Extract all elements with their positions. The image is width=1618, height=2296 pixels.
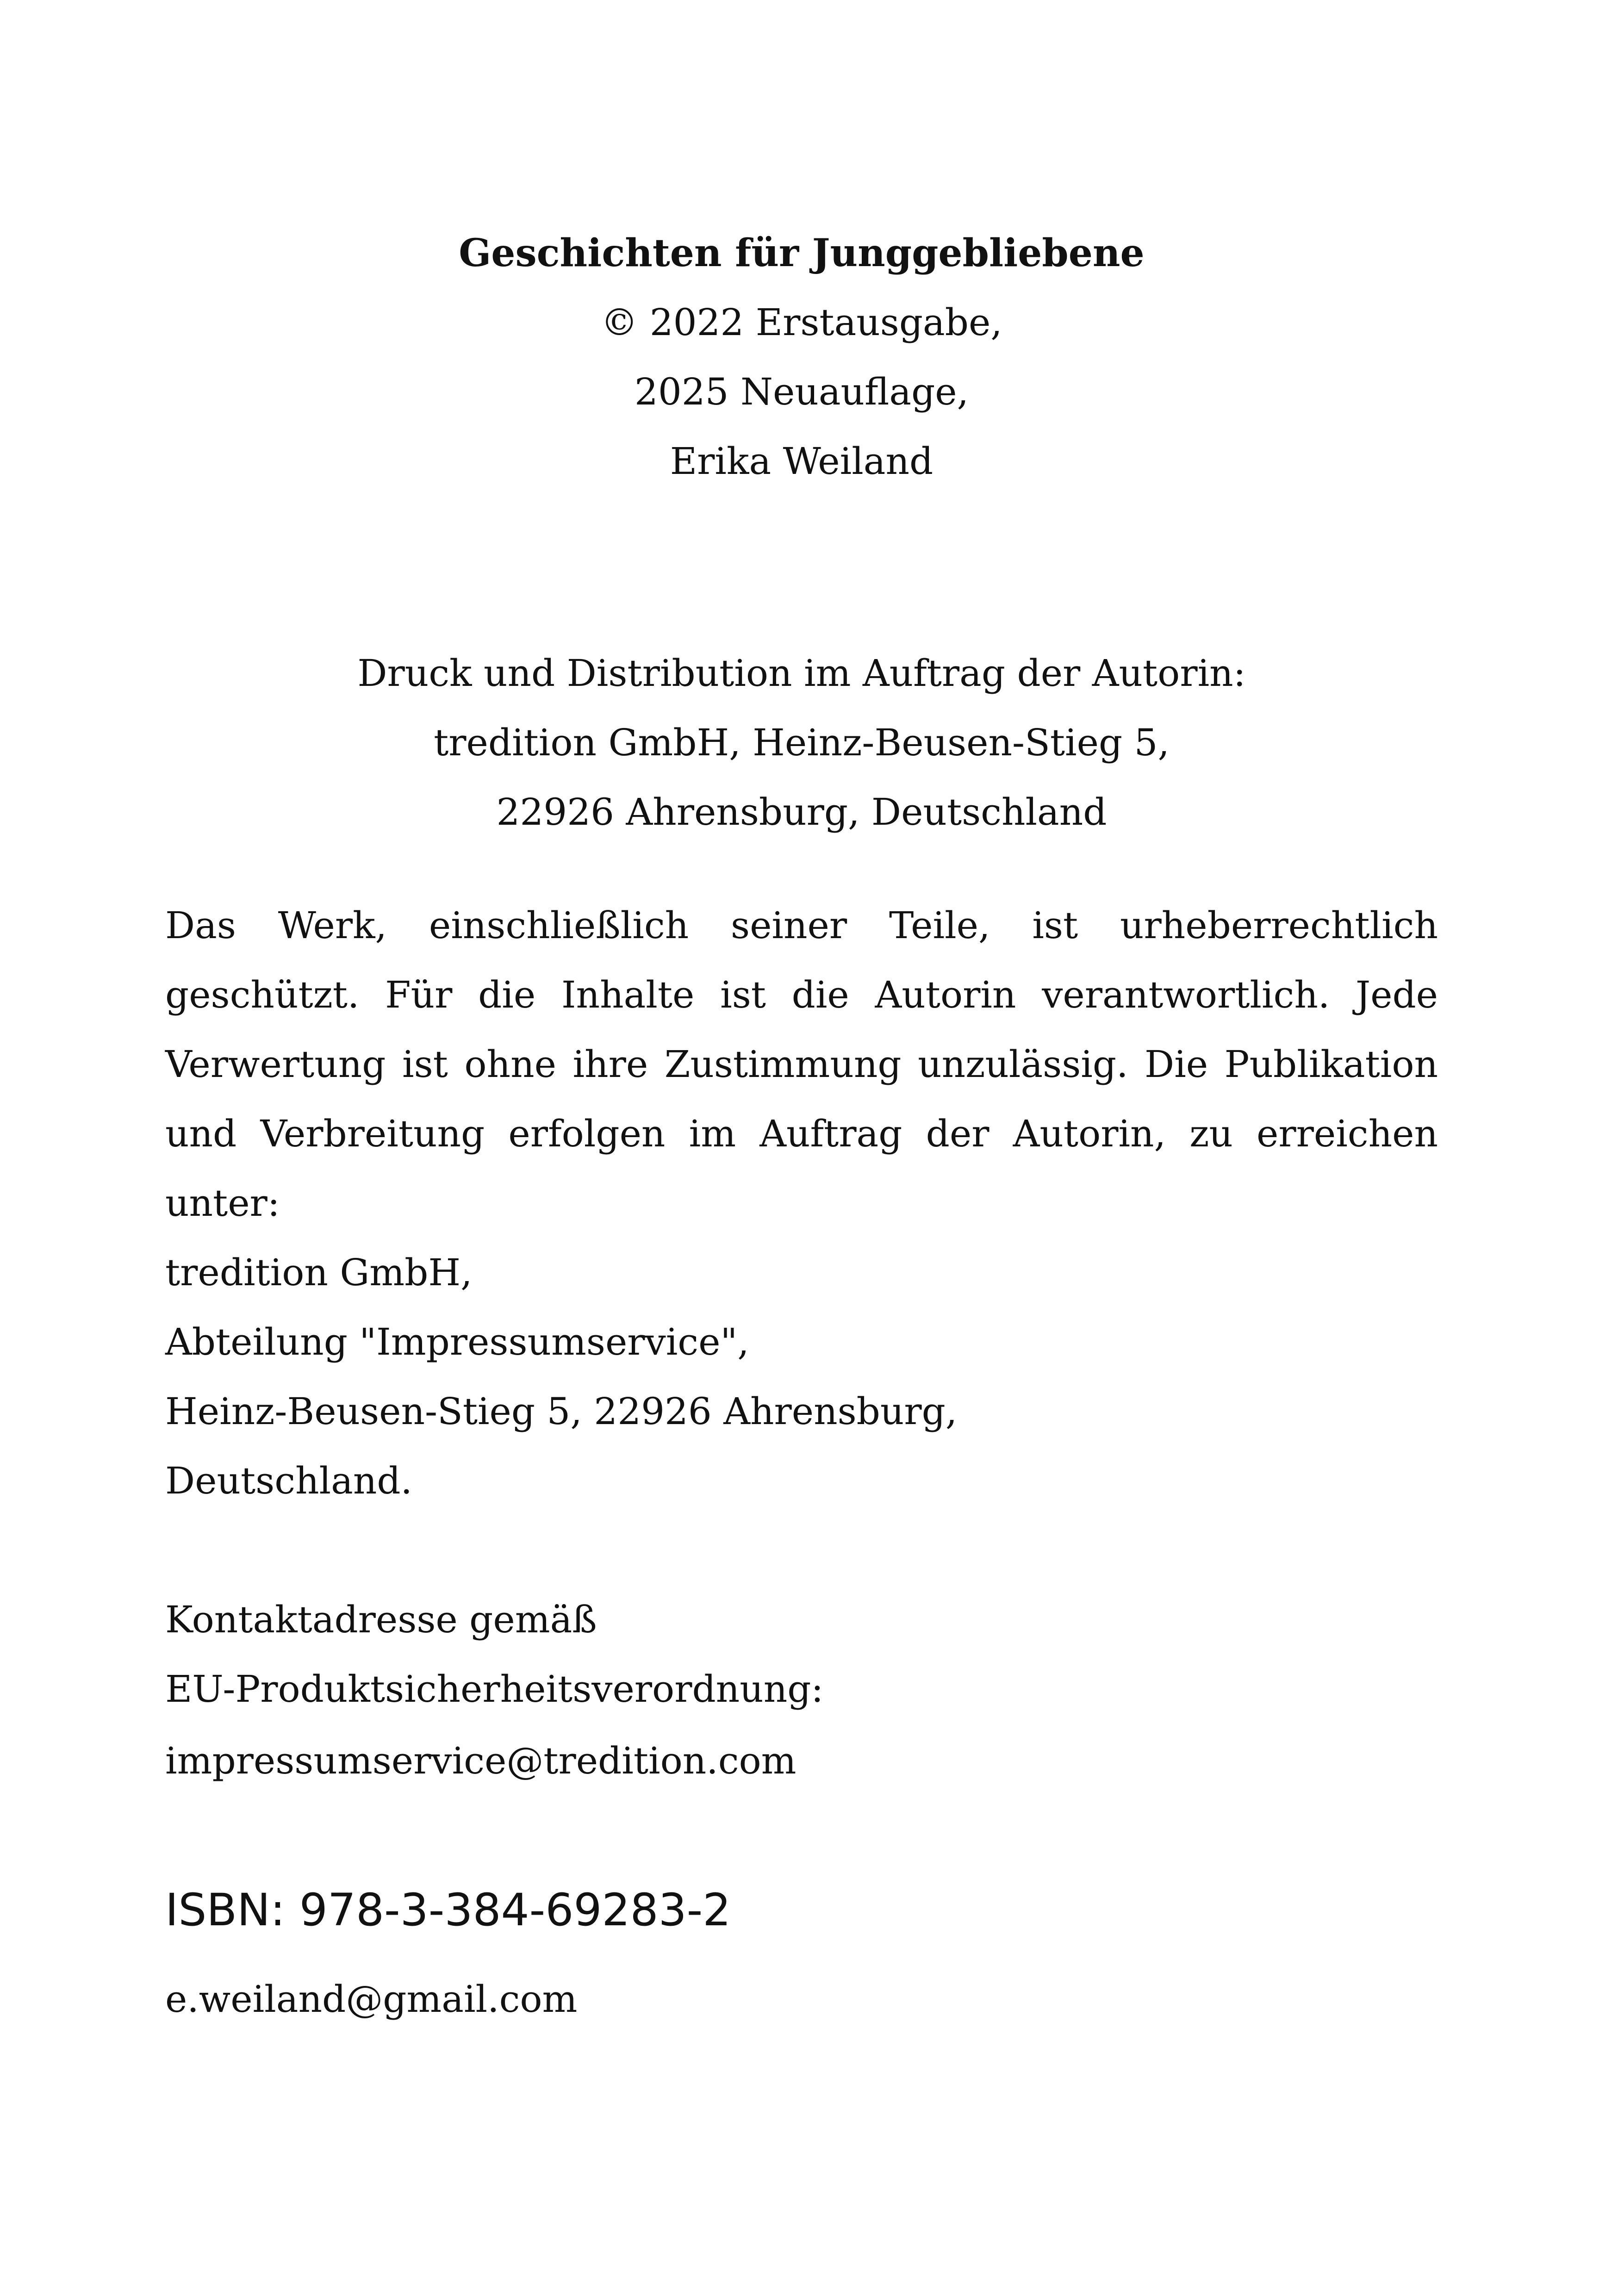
print-line-1: Druck und Distribution im Auftrag der Autorin: bbox=[357, 652, 1246, 695]
title-block bbox=[165, 218, 1438, 496]
address-department: Abteilung "Impressumservice", bbox=[165, 1320, 749, 1363]
publisher-address bbox=[165, 1238, 1438, 1516]
contact-line-2: EU-Produktsicherheitsverordnung: bbox=[165, 1668, 824, 1711]
print-line-2: tredition GmbH, Heinz-Beusen-Stieg 5, bbox=[434, 721, 1170, 764]
print-distribution-block bbox=[165, 639, 1438, 847]
author-email: e.weiland@gmail.com bbox=[165, 1978, 578, 2021]
address-street: Heinz-Beusen-Stieg 5, 22926 Ahrensburg, bbox=[165, 1390, 958, 1433]
print-line-3: 22926 Ahrensburg, Deutschland bbox=[496, 790, 1107, 834]
isbn-number: ISBN: 978-3-384-69283-2 bbox=[165, 1884, 731, 1936]
contact-line-1: Kontaktadresse gemäß bbox=[165, 1598, 597, 1641]
contact-block bbox=[165, 1585, 1438, 1796]
author-name: Erika Weiland bbox=[670, 440, 933, 483]
address-company: tredition GmbH, bbox=[165, 1251, 473, 1294]
edition-line: 2025 Neuauflage, bbox=[634, 370, 969, 413]
address-country: Deutschland. bbox=[165, 1459, 412, 1502]
book-title: Geschichten für Junggebliebene bbox=[459, 231, 1145, 275]
copyright-notice: Das Werk, einschließlich seiner Teile, ist urheberrechtlich geschützt. Für die Inhalte ist die Autorin verantwortlich. Jede Verwertung ist ohne ihre Zustimmung unzulässig. Die Publikation und Verbreitung erfolgen im Auftrag der Autorin, zu erreichen unter: bbox=[165, 904, 1438, 1225]
contact-email: impressumservice@tredition.com bbox=[165, 1739, 797, 1782]
copyright-line: © 2022 Erstausgabe, bbox=[601, 301, 1002, 344]
